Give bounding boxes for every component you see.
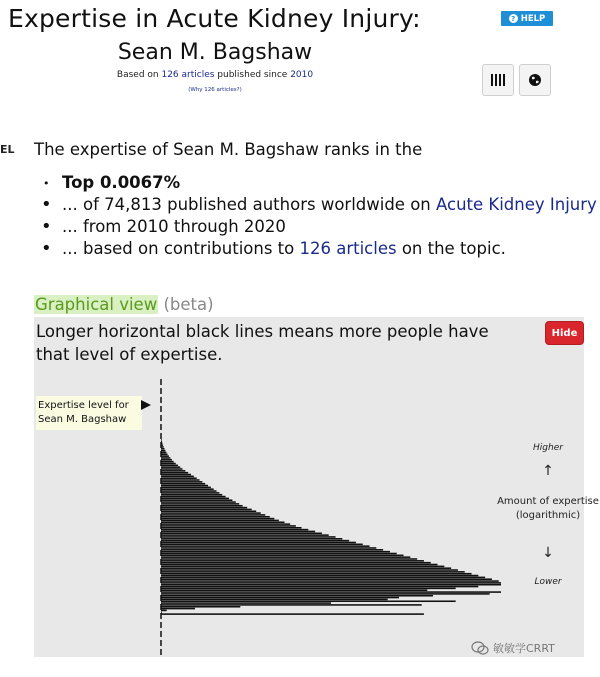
- expertise-bar: [161, 466, 180, 468]
- lower-label: Lower: [534, 577, 562, 587]
- expertise-bar: [161, 533, 322, 535]
- years-text: ... from 2010 through 2020: [62, 217, 286, 236]
- expertise-bar: [161, 521, 285, 523]
- expertise-bar: [161, 455, 169, 457]
- expertise-bar: [161, 540, 349, 542]
- expertise-bar: [161, 534, 329, 536]
- expertise-bar: [161, 470, 185, 472]
- expertise-bar: [161, 507, 247, 509]
- expertise-bar: [161, 575, 478, 577]
- rank-intro: The expertise of Sean M. Bagshaw ranks in the: [34, 140, 423, 159]
- expertise-bar: [161, 538, 342, 540]
- expertise-bar: [161, 566, 444, 568]
- expertise-bar: [161, 481, 202, 483]
- expertise-bar: [161, 483, 205, 485]
- expertise-bar: [161, 459, 172, 461]
- graphical-view-label: Graphical view: [35, 295, 158, 314]
- expertise-bar: [161, 567, 451, 569]
- expertise-bar: [161, 606, 240, 608]
- topic-link[interactable]: Acute Kidney Injury: [436, 195, 597, 214]
- page-title: Expertise in Acute Kidney Injury:: [8, 4, 421, 33]
- expertise-bar: [161, 599, 388, 601]
- expertise-bar: [161, 487, 211, 489]
- expertise-bar: [161, 556, 410, 558]
- expertise-bar: [161, 600, 456, 602]
- expertise-bar: [161, 463, 176, 465]
- list-item: [38, 238, 598, 260]
- expertise-bar: [161, 578, 492, 580]
- expertise-bar: [161, 510, 256, 512]
- authors-prefix: ... of 74,813 published authors worldwide on: [62, 195, 436, 214]
- expertise-bar: [161, 571, 465, 573]
- expertise-bar: [161, 589, 427, 591]
- expertise-bar: [161, 608, 195, 610]
- expertise-bar: [161, 509, 252, 511]
- expertise-bar: [161, 520, 279, 522]
- expertise-bar: [161, 452, 166, 454]
- expertise-bar: [161, 457, 170, 459]
- expertise-bar: [161, 512, 261, 514]
- expertise-bar: [161, 439, 162, 441]
- expertise-bar: [161, 586, 478, 588]
- expertise-bar: [161, 527, 302, 529]
- graphical-view-heading: [34, 295, 214, 314]
- expertise-bar: [161, 498, 229, 500]
- expertise-bar: [161, 479, 200, 481]
- higher-label: Higher: [533, 443, 563, 453]
- expertise-bar: [161, 560, 424, 562]
- expertise-bar: [161, 611, 162, 613]
- expertise-bar: [161, 496, 226, 498]
- cut-off-label: EL: [0, 143, 15, 156]
- graph-panel: [34, 317, 599, 657]
- articles-link[interactable]: 126 articles: [299, 239, 397, 258]
- barcode-icon: [490, 73, 506, 87]
- expertise-bar: [161, 547, 376, 549]
- watermark: [471, 640, 555, 656]
- list-item: [38, 216, 598, 238]
- expertise-bar: [161, 525, 296, 527]
- expertise-chart: [34, 317, 584, 657]
- expertise-bar: [161, 577, 485, 579]
- arrow-up-icon: ↑: [542, 463, 554, 479]
- expertise-bar: [161, 494, 222, 496]
- expertise-bar: [161, 602, 331, 604]
- expertise-bar: [161, 514, 265, 516]
- expertise-bar: [161, 448, 165, 450]
- contrib-prefix: ... based on contributions to: [62, 239, 300, 258]
- expertise-bar: [161, 597, 399, 599]
- wechat-icon: [471, 641, 489, 655]
- expertise-bar: [161, 549, 383, 551]
- expertise-bar: [161, 472, 188, 474]
- expertise-bar: [161, 553, 397, 555]
- list-item: [38, 194, 598, 216]
- based-prefix: Based on: [116, 70, 162, 80]
- top-percent: Top 0.0067%: [62, 173, 181, 192]
- expertise-bar: [161, 545, 370, 547]
- expertise-bar: [161, 499, 232, 501]
- expertise-bar: [161, 488, 214, 490]
- watermark-text: 敏敏学CRRT: [493, 642, 555, 655]
- expertise-bar: [161, 584, 501, 586]
- expertise-bar: [161, 582, 501, 584]
- expertise-bar: [161, 544, 363, 546]
- contrib-suffix: on the topic.: [396, 239, 506, 258]
- hide-button[interactable]: Hide: [545, 321, 584, 345]
- expertise-bar: [161, 518, 274, 520]
- expertise-bar: [161, 474, 191, 476]
- expertise-bar: [161, 461, 174, 463]
- graph-description: Longer horizontal black lines means more people have that level of expertise.: [36, 322, 489, 364]
- beta-label: (beta): [163, 295, 214, 314]
- expertise-bar: [161, 593, 490, 595]
- expertise-bar: [161, 536, 336, 538]
- expertise-bar: [161, 562, 431, 564]
- expertise-bar: [161, 613, 424, 615]
- list-item: [38, 172, 598, 194]
- expertise-bar: [161, 492, 219, 494]
- expertise-bar: [161, 477, 197, 479]
- help-icon: ?: [509, 14, 518, 23]
- expertise-marker-icon: [141, 400, 151, 410]
- expertise-bar: [161, 551, 390, 553]
- expertise-bar: [161, 531, 315, 533]
- author-name: Sean M. Bagshaw: [117, 40, 313, 65]
- expertise-level-label: Expertise level for Sean M. Bagshaw: [36, 396, 142, 430]
- expertise-bar: [161, 580, 499, 582]
- based-middle: published since: [214, 70, 291, 80]
- expertise-bar: [161, 523, 290, 525]
- why-articles-link[interactable]: (Why 126 articles?): [188, 87, 242, 93]
- help-label: HELP: [520, 13, 546, 24]
- expertise-bar: [161, 454, 168, 456]
- expertise-bar: [161, 441, 162, 443]
- help-button[interactable]: [501, 11, 553, 26]
- based-articles-link[interactable]: 126 articles: [161, 70, 215, 80]
- globe-button[interactable]: [519, 64, 551, 96]
- globe-icon: [528, 73, 542, 87]
- expertise-bar: [161, 573, 472, 575]
- expertise-bar: [161, 529, 308, 531]
- based-on-line: [0, 70, 430, 80]
- expertise-bar: [161, 490, 217, 492]
- expertise-bar: [161, 558, 417, 560]
- expertise-bar: [161, 569, 458, 571]
- expertise-bar: [161, 465, 178, 467]
- expertise-bar: [161, 501, 236, 503]
- expertise-bar: [161, 503, 239, 505]
- expertise-bar: [161, 516, 270, 518]
- expertise-bar: [161, 610, 167, 612]
- expertise-bar: [161, 542, 356, 544]
- rank-list: [38, 172, 598, 260]
- arrow-down-icon: ↓: [542, 545, 554, 561]
- barcode-button[interactable]: [482, 64, 514, 96]
- expertise-bar: [161, 555, 404, 557]
- expertise-bar: [161, 595, 433, 597]
- amount-label: Amount of expertise (logarithmic): [497, 496, 599, 521]
- based-year-link[interactable]: 2010: [290, 70, 314, 80]
- expertise-bar: [161, 485, 208, 487]
- expertise-bar: [161, 588, 456, 590]
- expertise-bar: [161, 604, 422, 606]
- expertise-bar: [161, 591, 501, 593]
- expertise-bar: [161, 476, 194, 478]
- expertise-bar: [161, 564, 438, 566]
- expertise-bar: [161, 505, 243, 507]
- expertise-bar: [161, 468, 183, 470]
